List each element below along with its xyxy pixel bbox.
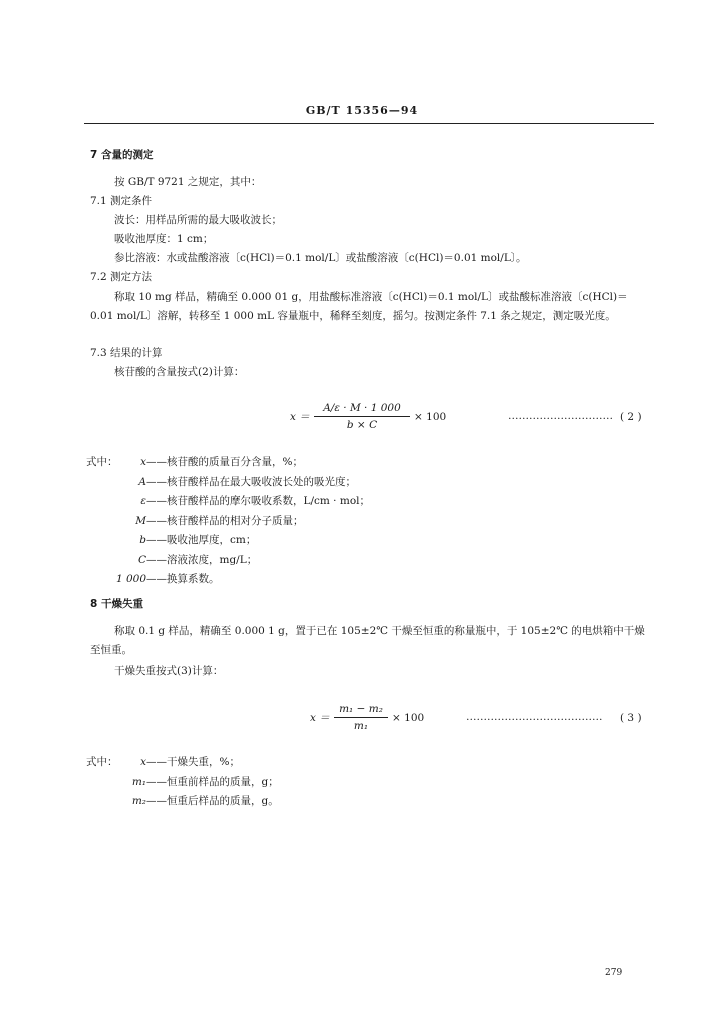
where-symbol: x — [140, 456, 146, 468]
where-symbol: A — [138, 475, 146, 488]
section-7-1-line1: 波长：用样品所需的最大吸收波长； — [114, 214, 282, 226]
where-description: ——核苷酸样品在最大吸收波长处的吸光度； — [146, 475, 356, 488]
section-7-3-intro: 核苷酸的含量按式(2)计算： — [114, 366, 245, 378]
where-description: ——核苷酸样品的摩尔吸收系数，L/cm · mol； — [146, 495, 370, 507]
formula-2-leader: ………………………… — [508, 410, 613, 422]
section-8-intro: 干燥失重按式(3)计算： — [114, 665, 224, 677]
where-description: ——干燥失重，%； — [146, 756, 240, 768]
where-symbol: m₁ — [131, 775, 146, 788]
formula-2-denominator: b × C — [346, 419, 378, 431]
section-7-2-paragraph: 称取 10 mg 样品，精确至 0.000 01 g，用盐酸标准溶液〔c(HCl)＝0.1 mol/L〕或盐酸标准溶液〔c(HCl)＝0.01 mol/L〕溶解，转移至 1 000 mL 容量瓶中，稀释至刻度，摇匀。按测定条件 7.1 条之规定，测定吸光度。 — [90, 291, 628, 322]
where-description: ——溶液浓度，mg/L； — [146, 553, 258, 566]
formula-2-number: ( 2 ) — [620, 411, 642, 423]
where-description: ——恒重前样品的质量，g； — [146, 775, 279, 788]
section-8-paragraph: 称取 0.1 g 样品，精确至 0.000 1 g，置于已在 105±2℃ 干燥至恒重的称量瓶中，于 105±2℃ 的电烘箱中干燥至恒重。 — [90, 625, 645, 656]
where-description: ——恒重后样品的质量，g。 — [146, 795, 279, 807]
section-7-1-line2: 吸收池厚度：1 cm； — [114, 233, 214, 245]
where-description: ——吸收池厚度，cm； — [146, 534, 257, 546]
formula-3-multiplier: × 100 — [392, 712, 425, 724]
formula-3-where-label: 式中： — [86, 756, 118, 768]
section-7-intro: 按 GB/T 9721 之规定，其中： — [114, 176, 262, 188]
header-rule — [84, 123, 654, 124]
section-7-title: 7 含量的测定 — [90, 149, 154, 161]
where-symbol: x — [140, 756, 146, 768]
section-8-title: 8 干燥失重 — [90, 598, 143, 610]
where-symbol: C — [137, 553, 146, 566]
where-symbol: ε — [140, 495, 146, 507]
formula-2-lhs: x ＝ — [290, 411, 310, 423]
formula-3-numerator: m₁ − m₂ — [334, 702, 388, 718]
page-header: GB/T 15356—94 — [305, 104, 419, 117]
formula-3-fraction — [334, 702, 388, 733]
where-description: ——核苷酸样品的相对分子质量； — [146, 514, 304, 527]
where-symbol: M — [135, 514, 146, 527]
formula-3-lhs: x ＝ — [310, 712, 330, 724]
where-description: ——换算系数。 — [146, 573, 220, 585]
formula-2-fraction — [314, 401, 410, 432]
formula-3-number: ( 3 ) — [620, 712, 642, 724]
formula-2-where-label: 式中： — [86, 456, 118, 468]
section-7-3-title: 7.3 结果的计算 — [90, 347, 163, 359]
section-7-1-line3: 参比溶液：水或盐酸溶液〔c(HCl)＝0.1 mol/L〕或盐酸溶液〔c(HCl)＝0.01 mol/L〕。 — [114, 252, 527, 264]
where-description: ——核苷酸的质量百分含量，%； — [146, 456, 303, 468]
formula-2-numerator: A/ε · M · 1 000 — [314, 401, 410, 417]
formula-3-denominator: m₁ — [353, 720, 369, 732]
where-symbol: m₂ — [131, 795, 146, 807]
formula-3-leader: ………………………………… — [466, 711, 603, 723]
section-7-1-title: 7.1 测定条件 — [90, 195, 153, 207]
where-symbol: 1 000 — [115, 573, 146, 585]
where-symbol: b — [139, 534, 146, 546]
section-7-2-title: 7.2 测定方法 — [90, 271, 153, 283]
page-number: 279 — [605, 968, 623, 978]
formula-2-multiplier: × 100 — [414, 411, 447, 423]
